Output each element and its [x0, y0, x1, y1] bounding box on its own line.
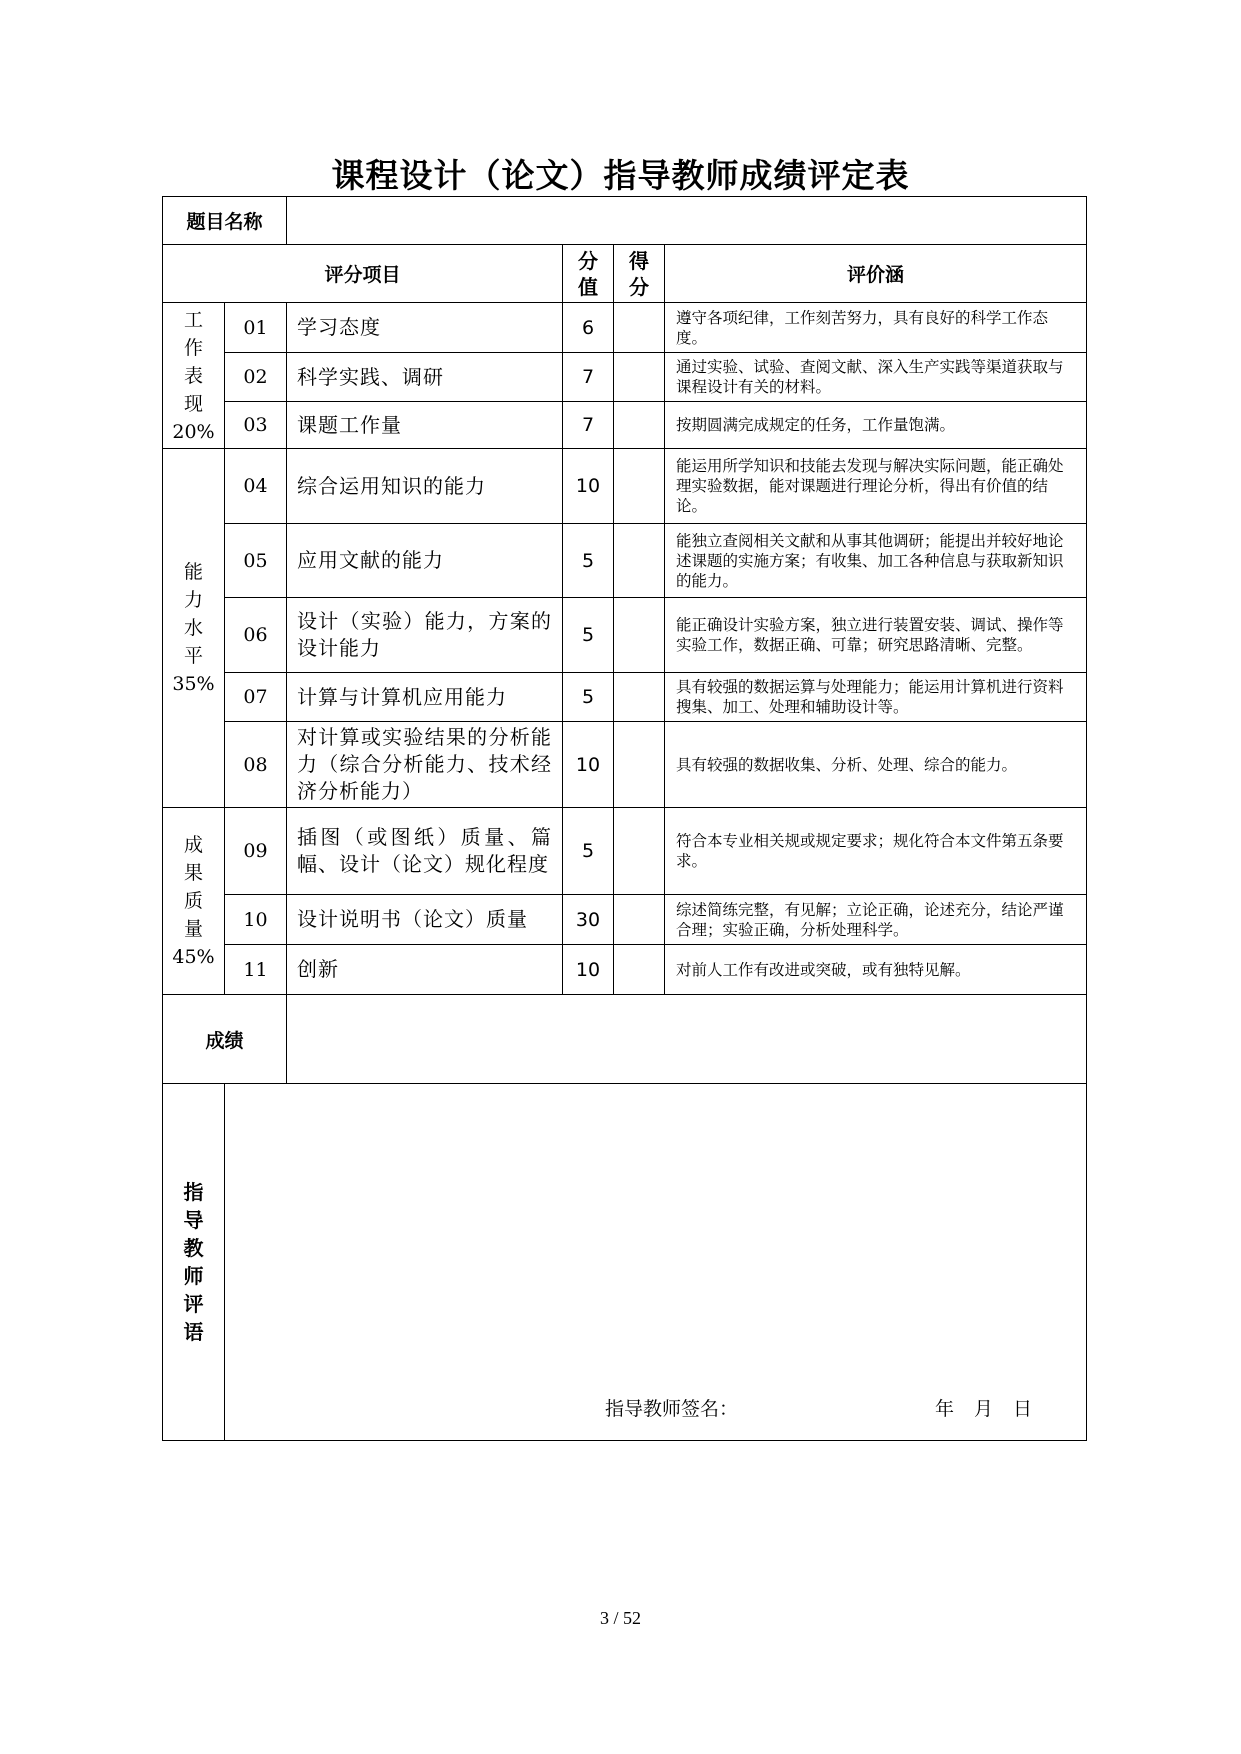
signature-label: 指导教师签名： — [605, 1398, 739, 1420]
row-criteria: 符合本专业相关规或规定要求；规化符合本文件第五条要求。 — [665, 808, 1087, 895]
category-result-quality: 成 果 质 量 45% — [163, 808, 225, 995]
date-label: 年月日 — [935, 1398, 1053, 1420]
row-score-field[interactable] — [614, 598, 665, 673]
row-max-score: 5 — [563, 673, 614, 722]
header-criteria: 评价涵 — [665, 245, 1087, 303]
topic-label: 题目名称 — [163, 197, 287, 245]
topic-value-field[interactable] — [287, 197, 1087, 245]
category-work-performance: 工 作 表 现 20% — [163, 303, 225, 449]
row-score-field[interactable] — [614, 673, 665, 722]
row-number: 09 — [225, 808, 287, 895]
row-item-name: 课题工作量 — [287, 402, 563, 449]
row-number: 10 — [225, 895, 287, 945]
row-criteria: 通过实验、试验、查阅文献、深入生产实践等渠道获取与课程设计有关的材料。 — [665, 353, 1087, 402]
row-criteria: 综述简练完整，有见解；立论正确，论述充分，结论严谨合理；实验正确，分析处理科学。 — [665, 895, 1087, 945]
row-item-name: 科学实践、调研 — [287, 353, 563, 402]
row-item-name: 计算与计算机应用能力 — [287, 673, 563, 722]
row-number: 01 — [225, 303, 287, 353]
row-number: 04 — [225, 449, 287, 524]
row-score-field[interactable] — [614, 449, 665, 524]
row-number: 02 — [225, 353, 287, 402]
header-item: 评分项目 — [163, 245, 563, 303]
row-criteria: 能运用所学知识和技能去发现与解决实际问题，能正确处理实验数据，能对课题进行理论分析，得出有价值的结论。 — [665, 449, 1087, 524]
row-score-field[interactable] — [614, 524, 665, 598]
row-item-name: 创新 — [287, 945, 563, 995]
grade-value-field[interactable] — [287, 995, 1087, 1084]
row-item-name: 学习态度 — [287, 303, 563, 353]
row-score-field[interactable] — [614, 808, 665, 895]
row-max-score: 7 — [563, 353, 614, 402]
category-ability-level: 能 力 水 平 35% — [163, 449, 225, 808]
row-number: 07 — [225, 673, 287, 722]
row-max-score: 10 — [563, 945, 614, 995]
row-max-score: 5 — [563, 808, 614, 895]
row-max-score: 30 — [563, 895, 614, 945]
row-max-score: 7 — [563, 402, 614, 449]
row-item-name: 对计算或实验结果的分析能力（综合分析能力、技术经济分析能力） — [287, 722, 563, 808]
row-score-field[interactable] — [614, 402, 665, 449]
row-criteria: 遵守各项纪律，工作刻苦努力，具有良好的科学工作态度。 — [665, 303, 1087, 353]
row-max-score: 6 — [563, 303, 614, 353]
evaluation-table — [162, 196, 1087, 1441]
row-item-name: 设计（实验）能力，方案的设计能力 — [287, 598, 563, 673]
row-number: 11 — [225, 945, 287, 995]
row-item-name: 综合运用知识的能力 — [287, 449, 563, 524]
row-score-field[interactable] — [614, 353, 665, 402]
row-criteria: 对前人工作有改进或突破，或有独特见解。 — [665, 945, 1087, 995]
row-max-score: 10 — [563, 722, 614, 808]
row-criteria: 能独立查阅相关文献和从事其他调研；能提出并较好地论述课题的实施方案；有收集、加工各种信息与获取新知识的能力。 — [665, 524, 1087, 598]
row-item-name: 插图（或图纸）质量、篇幅、设计（论文）规化程度 — [287, 808, 563, 895]
remarks-label: 指 导 教 师 评 语 — [163, 1084, 225, 1441]
grade-label: 成绩 — [163, 995, 287, 1084]
row-number: 03 — [225, 402, 287, 449]
row-number: 05 — [225, 524, 287, 598]
row-max-score: 5 — [563, 524, 614, 598]
remarks-field[interactable] — [225, 1084, 1087, 1441]
row-max-score: 5 — [563, 598, 614, 673]
page-indicator: 3 / 52 — [599, 1608, 641, 1628]
header-score: 得 分 — [614, 245, 665, 303]
row-criteria: 具有较强的数据收集、分析、处理、综合的能力。 — [665, 722, 1087, 808]
row-item-name: 应用文献的能力 — [287, 524, 563, 598]
row-criteria: 具有较强的数据运算与处理能力；能运用计算机进行资料搜集、加工、处理和辅助设计等。 — [665, 673, 1087, 722]
row-item-name: 设计说明书（论文）质量 — [287, 895, 563, 945]
page-title: 课程设计（论文）指导教师成绩评定表 — [331, 156, 910, 195]
row-score-field[interactable] — [614, 895, 665, 945]
row-score-field[interactable] — [614, 945, 665, 995]
row-criteria: 能正确设计实验方案，独立进行装置安装、调试、操作等实验工作，数据正确、可靠；研究思路清晰、完整。 — [665, 598, 1087, 673]
signature-line — [605, 1394, 1053, 1421]
row-number: 06 — [225, 598, 287, 673]
row-max-score: 10 — [563, 449, 614, 524]
header-max-score: 分 值 — [563, 245, 614, 303]
row-score-field[interactable] — [614, 722, 665, 808]
row-number: 08 — [225, 722, 287, 808]
row-score-field[interactable] — [614, 303, 665, 353]
row-criteria: 按期圆满完成规定的任务，工作量饱满。 — [665, 402, 1087, 449]
